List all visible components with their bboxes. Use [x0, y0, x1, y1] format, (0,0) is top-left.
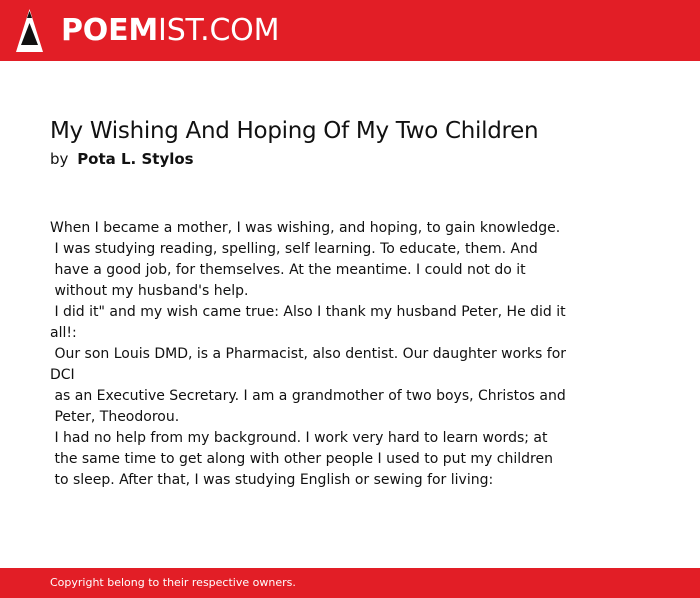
poem-line: as an Executive Secretary. I am a grandmother of two boys, Christos and: [50, 388, 566, 404]
byline: [50, 149, 194, 169]
poem-line: When I became a mother, I was wishing, and hoping, to gain knowledge.: [50, 220, 561, 236]
poem-title: My Wishing And Hoping Of My Two Children: [50, 118, 539, 144]
poem-line: the same time to get along with other people I used to put my children: [50, 451, 553, 467]
copyright-text: Copyright belong to their respective owners.: [50, 576, 296, 589]
pencil-tip-icon[interactable]: [16, 9, 43, 52]
poem-line: to sleep. After that, I was studying English or sewing for living:: [50, 472, 494, 488]
site-footer: [0, 568, 700, 598]
site-logo[interactable]: [61, 12, 279, 50]
logo-bold-part: POEM: [61, 13, 159, 48]
poem-line: DCI: [50, 367, 75, 383]
poem-line: without my husband's help.: [50, 283, 249, 299]
by-label: by: [50, 150, 69, 168]
poem-line: all!:: [50, 325, 77, 341]
site-header: [0, 0, 700, 61]
author-name[interactable]: Pota L. Stylos: [77, 150, 194, 168]
poem-line: I had no help from my background. I work very hard to learn words; at: [50, 430, 548, 446]
poem-line: have a good job, for themselves. At the meantime. I could not do it: [50, 262, 526, 278]
poem-line: Our son Louis DMD, is a Pharmacist, also dentist. Our daughter works for: [50, 346, 567, 362]
poem-body: [50, 218, 570, 491]
logo-light-part: IST.COM: [158, 13, 280, 48]
poem-line: I did it" and my wish came true: Also I thank my husband Peter, He did it: [50, 304, 566, 320]
poem-line: I was studying reading, spelling, self learning. To educate, them. And: [50, 241, 538, 257]
poem-line: Peter, Theodorou.: [50, 409, 180, 425]
